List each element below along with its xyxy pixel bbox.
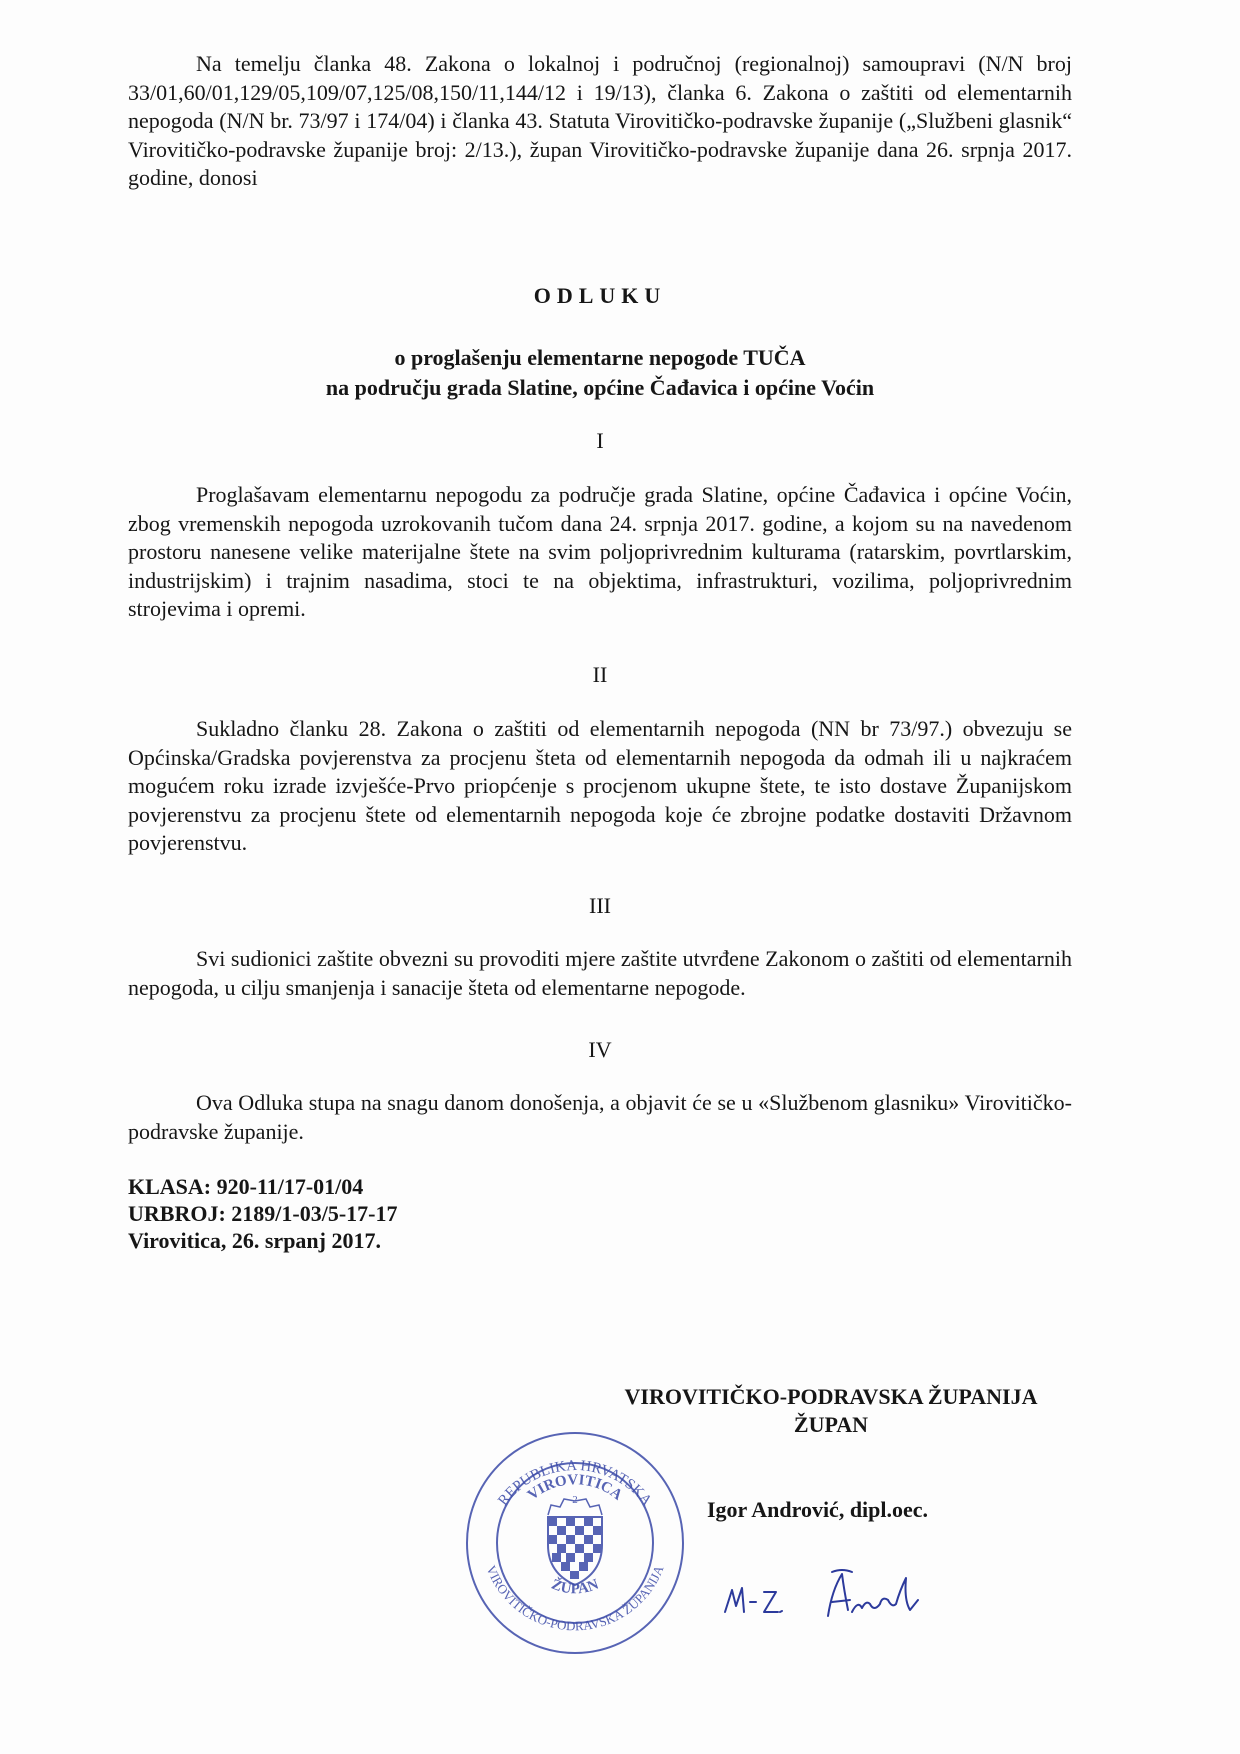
stamp-inner-bottom-text: ŽUPAN xyxy=(549,1576,601,1598)
place-date-line: Virovitica, 26. srpanj 2017. xyxy=(128,1228,381,1253)
urbroj-line: URBROJ: 2189/1-03/5-17-17 xyxy=(128,1201,398,1226)
official-stamp xyxy=(460,1425,690,1660)
section-numeral-1: I xyxy=(596,428,604,453)
stamp-number: 2 xyxy=(572,1494,578,1506)
section-3-text: Svi sudionici zaštite obvezni su provoditi mjere zaštite utvrđene Zakonom o zaštiti od elementarnih nepogoda, u cilju smanjenja i sanacije šteta od elementarne nepogode. xyxy=(128,946,1072,1000)
preamble-paragraph: Na temelju članka 48. Zakona o lokalnoj i područnoj (regionalnoj) samoupravi (N/N broj 33/01,60/01,129/05,109/07,125/08,150/11,144/12 i 19/13), članka 6. Zakona o zaštiti od elementarnih nepogoda (N/N br. 73/97 i 174/04) i članka 43. Statuta Virovitičko-podravske županije („Službeni glasnik“ Virovitičko-podravske županije broj: 2/13.), župan Virovitičko-podravske županije dana 26. srpnja 2017. godine, donosi xyxy=(128,51,1072,191)
section-numeral-2: II xyxy=(592,662,608,687)
issuer-role: ŽUPAN xyxy=(793,1412,869,1437)
klasa-line: KLASA: 920-11/17-01/04 xyxy=(128,1174,364,1199)
signatory-name: Igor Andrović, dipl.oec. xyxy=(707,1497,929,1522)
section-4-text: Ova Odluka stupa na snagu danom donošenja, a objavit će se u «Službenom glasniku» Virovitičko-podravske županije. xyxy=(128,1090,1072,1144)
stamp-outer-text: REPUBLIKA HRVATSKA xyxy=(495,1457,655,1509)
stamp-inner-top-text: VIROVITICA xyxy=(524,1472,626,1504)
section-1-text: Proglašavam elementarnu nepogodu za područje grada Slatine, općine Čađavica i općine Voćin, zbog vremenskih nepogoda uzrokovanih tučom dana 24. srpnja 2017. godine, a kojom su na navedenom prostoru nanesene velike materijalne štete na svim poljoprivrednim kulturama (ratarskim, povrtlarskim, industrijskim) i trajnim nasadima, stoci te na objektima, infrastrukturi, vozilima, poljoprivrednim strojevima i opremi. xyxy=(128,482,1072,622)
document-subtitle xyxy=(128,343,1072,403)
section-2-text: Sukladno članku 28. Zakona o zaštiti od elementarnih nepogoda (NN br 73/97.) obvezuju se Općinska/Gradska povjerenstva za procjenu šteta od elementarnih nepogoda da odmah ili u najkraćem mogućem roku izrade izvješće-Prvo priopćenje s procjenom ukupne štete, te isto dostave Županijskom povjerenstvu za procjenu štete od elementarnih nepogoda koje će zbrojne podatke dostaviti Državnom povjerenstvu. xyxy=(128,716,1072,856)
issuer-name: VIROVITIČKO-PODRAVSKA ŽUPANIJA xyxy=(624,1384,1038,1409)
registry-block xyxy=(128,1173,728,1254)
section-numeral-4: IV xyxy=(588,1037,612,1062)
subtitle-line-1: o proglašenju elementarne nepogode TUČA xyxy=(394,345,806,370)
document-title: ODLUKU xyxy=(533,283,667,308)
handwritten-signature xyxy=(720,1560,950,1630)
subtitle-line-2: na području grada Slatine, općine Čađavica i općine Voćin xyxy=(325,375,875,400)
stamp-outer-bottom-text: VIROVITIČKO-PODRAVSKA ŽUPANIJA xyxy=(483,1563,667,1634)
croatian-coat-of-arms-icon xyxy=(548,1499,602,1585)
section-numeral-3: III xyxy=(589,893,611,918)
